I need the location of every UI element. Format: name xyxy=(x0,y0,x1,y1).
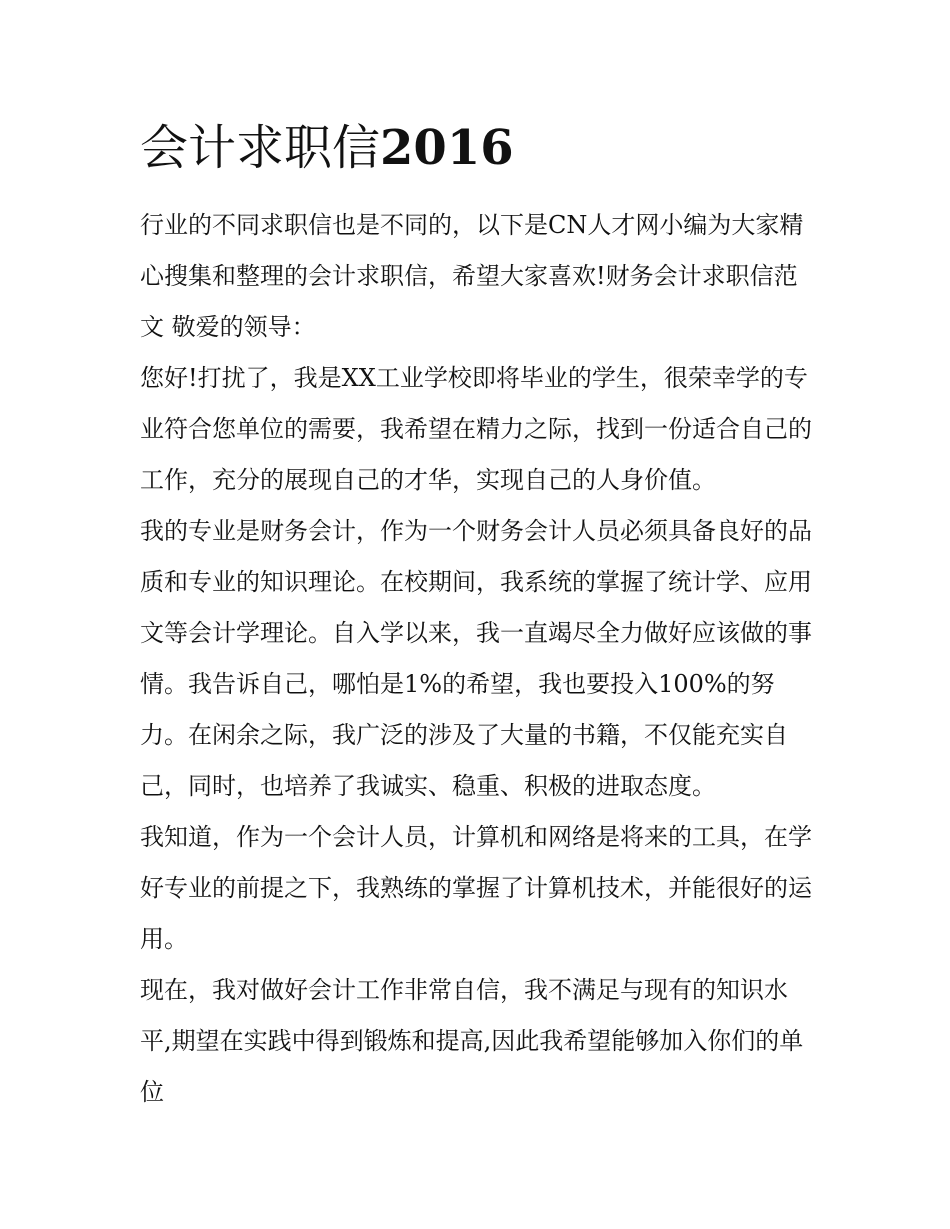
paragraph-major: 我的专业是财务会计，作为一个财务会计人员必须具备良好的品质和专业的知识理论。在校期间，我系统的掌握了统计学、应用文等会计学理论。自入学以来，我一直竭尽全力做好应该做的事情。我告诉自己，哪怕是1%的希望，我也要投入100%的努力。在闲余之际，我广泛的涉及了大量的书籍，不仅能充实自己，同时，也培养了我诚实、稳重、积极的进取态度。 xyxy=(140,517,812,800)
document-title xyxy=(140,118,812,178)
paragraph-intro: 行业的不同求职信也是不同的，以下是CN人才网小编为大家精心搜集和整理的会计求职信，希望大家喜欢!财务会计求职信范文 敬爱的领导： xyxy=(140,211,804,341)
title-year: 2016 xyxy=(380,120,514,176)
paragraph-greeting: 您好!打扰了，我是XX工业学校即将毕业的学生，很荣幸学的专业符合您单位的需要，我希望在精力之际，找到一份适合自己的工作，充分的展现自己的才华，实现自己的人身价值。 xyxy=(140,364,812,494)
paragraph-computer-skills: 我知道，作为一个会计人员，计算机和网络是将来的工具，在学好专业的前提之下，我熟练的掌握了计算机技术，并能很好的运用。 xyxy=(140,823,812,953)
document-page xyxy=(140,118,812,1118)
title-text: 会计求职信 xyxy=(140,120,381,176)
paragraph-confidence: 现在，我对做好会计工作非常自信，我不满足与现有的知识水平,期望在实践中得到锻炼和提高,因此我希望能够加入你们的单位 xyxy=(140,976,804,1106)
